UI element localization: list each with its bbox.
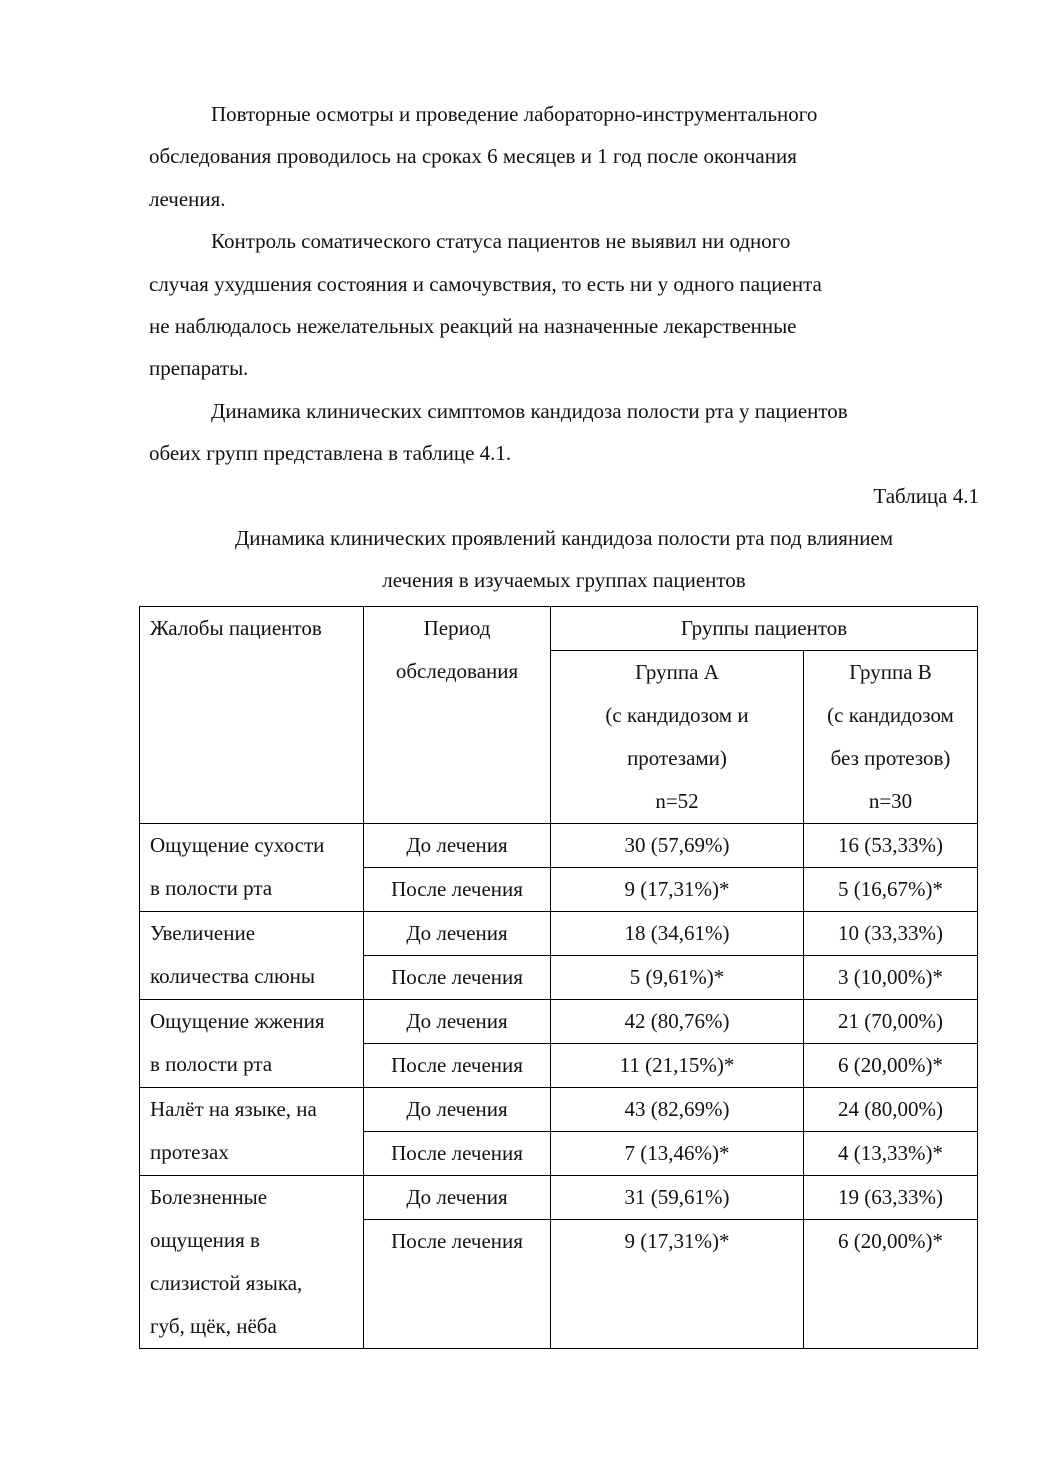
header-period: Период обследования [364, 607, 551, 824]
period-cell: После лечения [364, 956, 551, 1000]
group-b-cell: 3 (10,00%)* [804, 956, 978, 1000]
header-group-b: Группа В (с кандидозом без протезов) n=30 [804, 651, 978, 824]
group-a-cell: 18 (34,61%) [551, 912, 804, 956]
complaint-cell: Болезненные ощущения в слизистой языка, губ, щёк, нёба [140, 1176, 364, 1349]
period-cell: До лечения [364, 824, 551, 868]
table-caption-line: лечения в изучаемых группах пациентов [382, 568, 746, 593]
period-cell: До лечения [364, 1176, 551, 1220]
group-a-cell: 11 (21,15%)* [551, 1044, 804, 1088]
table-row [140, 1176, 978, 1220]
paragraph-line: лечения. [149, 186, 226, 211]
complaint-cell: Ощущение сухости в полости рта [140, 824, 364, 912]
paragraph-line: Контроль соматического статуса пациентов не выявил ни одного [211, 229, 791, 254]
group-b-cell: 6 (20,00%)* [804, 1044, 978, 1088]
group-a-cell: 42 (80,76%) [551, 1000, 804, 1044]
paragraph-line: случая ухудшения состояния и самочувствия, то есть ни у одного пациента [149, 271, 822, 296]
table-header-row [140, 607, 978, 651]
table-row [140, 824, 978, 868]
table-label: Таблица 4.1 [873, 483, 979, 508]
complaint-cell: Ощущение жжения в полости рта [140, 1000, 364, 1088]
paragraph-line: препараты. [149, 356, 249, 381]
group-a-cell: 9 (17,31%)* [551, 868, 804, 912]
group-b-cell: 21 (70,00%) [804, 1000, 978, 1044]
group-a-cell: 7 (13,46%)* [551, 1132, 804, 1176]
complaint-cell: Налёт на языке, на протезах [140, 1088, 364, 1176]
group-a-cell: 43 (82,69%) [551, 1088, 804, 1132]
period-cell: До лечения [364, 1088, 551, 1132]
group-b-cell: 24 (80,00%) [804, 1088, 978, 1132]
period-cell: После лечения [364, 1044, 551, 1088]
period-cell: После лечения [364, 1220, 551, 1349]
group-b-cell: 16 (53,33%) [804, 824, 978, 868]
complaint-cell: Увеличение количества слюны [140, 912, 364, 1000]
body-text [149, 93, 979, 602]
paragraph-line: обследования проводилось на сроках 6 месяцев и 1 год после окончания [149, 144, 797, 169]
table-row [140, 1000, 978, 1044]
paragraph-line: Повторные осмотры и проведение лабораторно-инструментального [211, 102, 818, 126]
group-b-cell: 10 (33,33%) [804, 912, 978, 956]
paragraph-line: Динамика клинических симптомов кандидоза полости рта у пациентов [211, 398, 848, 423]
group-b-cell: 19 (63,33%) [804, 1176, 978, 1220]
group-b-cell: 6 (20,00%)* [804, 1220, 978, 1349]
group-a-cell: 31 (59,61%) [551, 1176, 804, 1220]
period-cell: После лечения [364, 868, 551, 912]
header-groups: Группы пациентов [551, 607, 978, 651]
group-b-cell: 5 (16,67%)* [804, 868, 978, 912]
paragraph-line: обеих групп представлена в таблице 4.1. [149, 441, 512, 466]
paragraph-line: не наблюдалось нежелательных реакций на назначенные лекарственные [149, 313, 797, 338]
header-group-a: Группа А (с кандидозом и протезами) n=52 [551, 651, 804, 824]
table-row [140, 1088, 978, 1132]
table-row [140, 912, 978, 956]
period-cell: До лечения [364, 1000, 551, 1044]
group-a-cell: 30 (57,69%) [551, 824, 804, 868]
header-complaints: Жалобы пациентов [140, 607, 364, 824]
group-b-cell: 4 (13,33%)* [804, 1132, 978, 1176]
period-cell: До лечения [364, 912, 551, 956]
results-table [139, 606, 978, 1349]
period-cell: После лечения [364, 1132, 551, 1176]
group-a-cell: 9 (17,31%)* [551, 1220, 804, 1349]
table-caption-line: Динамика клинических проявлений кандидоза полости рта под влиянием [234, 525, 894, 550]
group-a-cell: 5 (9,61%)* [551, 956, 804, 1000]
